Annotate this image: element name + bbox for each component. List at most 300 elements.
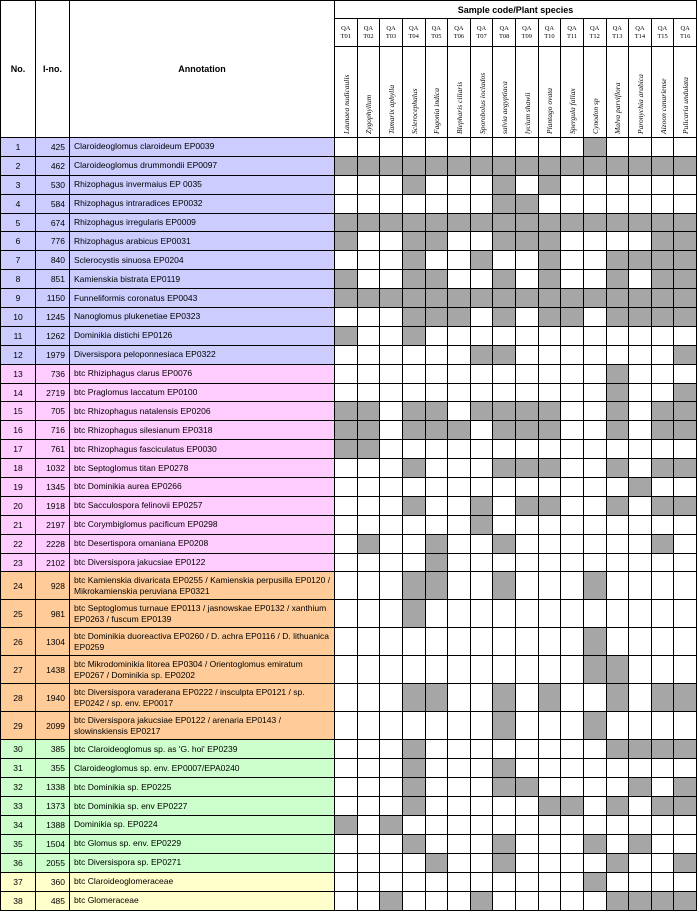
- plant-species-name: salvia aegyptiaca: [500, 81, 510, 134]
- sample-code-cell: [651, 19, 674, 47]
- presence-cell: [561, 872, 584, 891]
- presence-cell: [357, 213, 380, 232]
- presence-cell: [561, 778, 584, 797]
- presence-cell: [380, 326, 403, 345]
- presence-cell: [516, 853, 539, 872]
- presence-cell: [448, 308, 471, 327]
- presence-cell: [606, 778, 629, 797]
- row-ino: 2719: [36, 383, 70, 402]
- presence-cell: [493, 515, 516, 534]
- presence-cell: [583, 213, 606, 232]
- presence-cell: [380, 345, 403, 364]
- presence-cell: [651, 289, 674, 308]
- presence-cell: [425, 194, 448, 213]
- presence-cell: [470, 600, 493, 628]
- presence-cell: [402, 383, 425, 402]
- presence-cell: [402, 834, 425, 853]
- presence-cell: [493, 553, 516, 572]
- row-ino: 1032: [36, 459, 70, 478]
- row-annotation: btc Dominikia sp. EP0225: [70, 778, 335, 797]
- presence-cell: [335, 156, 358, 175]
- presence-cell: [425, 156, 448, 175]
- presence-cell: [402, 156, 425, 175]
- presence-cell: [629, 872, 652, 891]
- row-annotation: Sclerocystis sinuosa EP0204: [70, 251, 335, 270]
- presence-cell: [516, 402, 539, 421]
- presence-cell: [335, 213, 358, 232]
- presence-cell: [561, 712, 584, 740]
- presence-cell: [470, 421, 493, 440]
- presence-cell: [470, 440, 493, 459]
- presence-cell: [493, 194, 516, 213]
- presence-cell: [606, 872, 629, 891]
- presence-cell: [606, 712, 629, 740]
- presence-cell: [425, 213, 448, 232]
- table-row: [1, 816, 697, 835]
- sample-code-cell: [335, 19, 358, 47]
- presence-cell: [651, 213, 674, 232]
- presence-cell: [493, 684, 516, 712]
- presence-cell: [651, 326, 674, 345]
- presence-cell: [674, 684, 697, 712]
- presence-cell: [538, 628, 561, 656]
- presence-cell: [357, 496, 380, 515]
- presence-cell: [335, 778, 358, 797]
- presence-cell: [448, 289, 471, 308]
- presence-cell: [651, 553, 674, 572]
- presence-cell: [380, 816, 403, 835]
- presence-cell: [357, 251, 380, 270]
- presence-cell: [538, 364, 561, 383]
- row-ino: 2102: [36, 553, 70, 572]
- row-annotation: Dominikia sp. EP0224: [70, 816, 335, 835]
- presence-cell: [516, 326, 539, 345]
- presence-cell: [493, 656, 516, 684]
- presence-cell: [448, 251, 471, 270]
- presence-cell: [402, 345, 425, 364]
- presence-cell: [561, 759, 584, 778]
- presence-cell: [629, 496, 652, 515]
- presence-cell: [335, 712, 358, 740]
- presence-cell: [357, 421, 380, 440]
- presence-cell: [448, 628, 471, 656]
- plant-species-name: Blepharis ciliaris: [454, 81, 464, 134]
- presence-cell: [674, 600, 697, 628]
- plant-species-cell: [583, 47, 606, 138]
- presence-cell: [538, 308, 561, 327]
- sample-code: QA T03: [385, 24, 397, 40]
- presence-cell: [674, 534, 697, 553]
- presence-cell: [402, 515, 425, 534]
- presence-cell: [583, 232, 606, 251]
- plant-species-name: Sporobolus ioclados: [477, 72, 487, 134]
- presence-cell: [357, 853, 380, 872]
- presence-cell: [493, 759, 516, 778]
- sample-code: QA T13: [612, 24, 623, 40]
- plant-species-cell: [516, 47, 539, 138]
- presence-cell: [402, 478, 425, 497]
- presence-cell: [629, 712, 652, 740]
- row-ino: 840: [36, 251, 70, 270]
- presence-cell: [674, 364, 697, 383]
- presence-cell: [357, 553, 380, 572]
- presence-cell: [629, 816, 652, 835]
- presence-cell: [493, 534, 516, 553]
- table-row: [1, 440, 697, 459]
- presence-cell: [448, 175, 471, 194]
- plant-species-cell: [561, 47, 584, 138]
- presence-cell: [402, 628, 425, 656]
- presence-cell: [448, 740, 471, 759]
- table-row: [1, 289, 697, 308]
- presence-cell: [425, 289, 448, 308]
- presence-cell: [538, 759, 561, 778]
- row-number: 37: [1, 872, 36, 891]
- presence-cell: [606, 194, 629, 213]
- presence-cell: [493, 853, 516, 872]
- presence-cell: [357, 712, 380, 740]
- presence-cell: [335, 289, 358, 308]
- row-number: 13: [1, 364, 36, 383]
- presence-cell: [674, 345, 697, 364]
- presence-cell: [470, 289, 493, 308]
- presence-cell: [674, 308, 697, 327]
- presence-cell: [448, 440, 471, 459]
- row-ino: 355: [36, 759, 70, 778]
- presence-cell: [651, 740, 674, 759]
- table-row: [1, 308, 697, 327]
- presence-cell: [516, 797, 539, 816]
- row-number: 4: [1, 194, 36, 213]
- table-row: [1, 797, 697, 816]
- presence-cell: [674, 797, 697, 816]
- presence-cell: [583, 478, 606, 497]
- presence-cell: [583, 421, 606, 440]
- presence-cell: [561, 853, 584, 872]
- presence-cell: [335, 138, 358, 157]
- table-row: [1, 496, 697, 515]
- presence-cell: [357, 740, 380, 759]
- presence-cell: [651, 797, 674, 816]
- presence-cell: [380, 853, 403, 872]
- presence-cell: [402, 778, 425, 797]
- presence-cell: [561, 345, 584, 364]
- row-annotation: btc Desertispora omaniana EP0208: [70, 534, 335, 553]
- presence-cell: [335, 872, 358, 891]
- presence-cell: [470, 213, 493, 232]
- plant-species-cell: [538, 47, 561, 138]
- presence-cell: [380, 364, 403, 383]
- row-annotation: btc Glomus sp. env. EP0229: [70, 834, 335, 853]
- presence-cell: [470, 478, 493, 497]
- presence-cell: [516, 834, 539, 853]
- plant-species-name: Zygophyllum: [364, 94, 374, 134]
- row-number: 18: [1, 459, 36, 478]
- presence-cell: [493, 345, 516, 364]
- annotation-header: Annotation: [70, 1, 335, 138]
- plant-species-cell: [448, 47, 471, 138]
- presence-cell: [651, 175, 674, 194]
- presence-cell: [402, 759, 425, 778]
- presence-cell: [538, 232, 561, 251]
- presence-cell: [357, 175, 380, 194]
- table-row: [1, 778, 697, 797]
- presence-cell: [583, 194, 606, 213]
- presence-cell: [380, 834, 403, 853]
- presence-cell: [674, 402, 697, 421]
- presence-cell: [402, 289, 425, 308]
- presence-cell: [606, 816, 629, 835]
- presence-cell: [448, 834, 471, 853]
- sample-code-cell: [357, 19, 380, 47]
- presence-cell: [516, 759, 539, 778]
- presence-cell: [629, 553, 652, 572]
- row-annotation: btc Rhizophagus silesianum EP0318: [70, 421, 335, 440]
- row-ino: 425: [36, 138, 70, 157]
- sample-code-cell: [561, 19, 584, 47]
- presence-cell: [583, 759, 606, 778]
- presence-cell: [335, 478, 358, 497]
- presence-cell: [561, 740, 584, 759]
- plant-species-name: Fagonia indica: [432, 87, 442, 134]
- presence-cell: [583, 138, 606, 157]
- presence-cell: [357, 383, 380, 402]
- presence-cell: [470, 778, 493, 797]
- table-row: [1, 402, 697, 421]
- presence-cell: [629, 213, 652, 232]
- table-row: [1, 628, 697, 656]
- presence-cell: [561, 534, 584, 553]
- presence-cell: [493, 778, 516, 797]
- sample-code-cell: [493, 19, 516, 47]
- row-annotation: btc Dominikia aurea EP0266: [70, 478, 335, 497]
- presence-cell: [448, 572, 471, 600]
- table-row: [1, 251, 697, 270]
- presence-cell: [335, 797, 358, 816]
- presence-cell: [470, 326, 493, 345]
- table-row: [1, 345, 697, 364]
- presence-cell: [606, 383, 629, 402]
- presence-cell: [674, 213, 697, 232]
- presence-cell: [629, 600, 652, 628]
- presence-cell: [674, 138, 697, 157]
- presence-cell: [448, 600, 471, 628]
- presence-cell: [538, 440, 561, 459]
- presence-cell: [561, 600, 584, 628]
- table-row: [1, 459, 697, 478]
- presence-cell: [425, 478, 448, 497]
- presence-cell: [516, 421, 539, 440]
- table-row: [1, 175, 697, 194]
- presence-cell: [470, 553, 493, 572]
- presence-cell: [606, 251, 629, 270]
- presence-cell: [357, 326, 380, 345]
- presence-cell: [470, 797, 493, 816]
- presence-cell: [380, 628, 403, 656]
- sample-code: QA T07: [476, 24, 487, 40]
- presence-cell: [425, 600, 448, 628]
- row-annotation: btc Dominikia duoreactiva EP0260 / D. achra EP0116 / D. lithuanica EP0259: [70, 628, 335, 656]
- presence-cell: [538, 872, 561, 891]
- row-annotation: Funneliformis coronatus EP0043: [70, 289, 335, 308]
- presence-cell: [335, 759, 358, 778]
- presence-cell: [583, 534, 606, 553]
- presence-cell: [402, 459, 425, 478]
- presence-cell: [380, 712, 403, 740]
- table-row: [1, 872, 697, 891]
- presence-cell: [516, 572, 539, 600]
- plant-species-name: Spergula fallax: [568, 88, 578, 134]
- table-row: [1, 553, 697, 572]
- presence-cell: [357, 364, 380, 383]
- presence-cell: [538, 553, 561, 572]
- row-number: 11: [1, 326, 36, 345]
- presence-cell: [651, 440, 674, 459]
- table-row: [1, 232, 697, 251]
- row-ino: 1940: [36, 684, 70, 712]
- row-annotation: btc Sacculospora felinovii EP0257: [70, 496, 335, 515]
- presence-cell: [425, 712, 448, 740]
- presence-cell: [674, 656, 697, 684]
- presence-cell: [425, 778, 448, 797]
- presence-cell: [561, 459, 584, 478]
- sample-code-cell: [425, 19, 448, 47]
- presence-cell: [606, 213, 629, 232]
- presence-cell: [651, 364, 674, 383]
- presence-cell: [674, 816, 697, 835]
- presence-cell: [402, 213, 425, 232]
- presence-cell: [335, 572, 358, 600]
- presence-cell: [493, 156, 516, 175]
- presence-cell: [335, 515, 358, 534]
- presence-cell: [380, 440, 403, 459]
- presence-cell: [583, 740, 606, 759]
- presence-cell: [380, 289, 403, 308]
- plant-species-cell: [402, 47, 425, 138]
- presence-cell: [651, 383, 674, 402]
- presence-cell: [402, 872, 425, 891]
- presence-cell: [629, 326, 652, 345]
- row-number: 38: [1, 891, 36, 910]
- presence-cell: [470, 138, 493, 157]
- presence-cell: [470, 402, 493, 421]
- presence-cell: [629, 740, 652, 759]
- presence-cell: [470, 345, 493, 364]
- row-annotation: btc Rhizophagus fasciculatus EP0030: [70, 440, 335, 459]
- presence-cell: [561, 156, 584, 175]
- presence-cell: [335, 628, 358, 656]
- presence-cell: [583, 684, 606, 712]
- row-ino: 776: [36, 232, 70, 251]
- row-annotation: btc Kamienskia divaricata EP0255 / Kamienskia perpusilla EP0120 / Mikrokamienskia peruviana EP0321: [70, 572, 335, 600]
- row-number: 8: [1, 270, 36, 289]
- presence-cell: [538, 656, 561, 684]
- presence-cell: [448, 496, 471, 515]
- presence-cell: [380, 797, 403, 816]
- presence-cell: [516, 345, 539, 364]
- presence-cell: [538, 515, 561, 534]
- presence-cell: [674, 251, 697, 270]
- presence-cell: [516, 872, 539, 891]
- presence-cell: [493, 213, 516, 232]
- sample-code: QA T14: [634, 24, 646, 40]
- presence-cell: [583, 853, 606, 872]
- sample-code-cell: [380, 19, 403, 47]
- row-number: 20: [1, 496, 36, 515]
- presence-cell: [583, 656, 606, 684]
- presence-cell: [651, 478, 674, 497]
- presence-cell: [583, 496, 606, 515]
- row-annotation: Diversispora peloponnesiaca EP0322: [70, 345, 335, 364]
- row-ino: 674: [36, 213, 70, 232]
- presence-cell: [425, 326, 448, 345]
- row-ino: 1150: [36, 289, 70, 308]
- presence-cell: [380, 156, 403, 175]
- presence-cell: [583, 459, 606, 478]
- presence-cell: [470, 628, 493, 656]
- row-annotation: Claroideoglomus sp. env. EP0007/EPA0240: [70, 759, 335, 778]
- presence-cell: [538, 194, 561, 213]
- presence-cell: [357, 834, 380, 853]
- presence-cell: [380, 515, 403, 534]
- presence-cell: [606, 326, 629, 345]
- presence-cell: [583, 834, 606, 853]
- presence-cell: [561, 175, 584, 194]
- presence-cell: [651, 232, 674, 251]
- row-ino: 1388: [36, 816, 70, 835]
- presence-cell: [425, 853, 448, 872]
- sample-code: QA T16: [679, 24, 691, 40]
- table-row: [1, 684, 697, 712]
- row-ino: 1262: [36, 326, 70, 345]
- plant-species-cell: [629, 47, 652, 138]
- presence-cell: [493, 459, 516, 478]
- presence-cell: [335, 656, 358, 684]
- presence-cell: [561, 270, 584, 289]
- presence-cell: [335, 308, 358, 327]
- presence-cell: [606, 138, 629, 157]
- presence-cell: [606, 600, 629, 628]
- row-ino: 2055: [36, 853, 70, 872]
- table-row: [1, 421, 697, 440]
- presence-cell: [493, 251, 516, 270]
- presence-cell: [674, 421, 697, 440]
- presence-cell: [470, 459, 493, 478]
- presence-cell: [402, 440, 425, 459]
- row-ino: 385: [36, 740, 70, 759]
- presence-cell: [606, 656, 629, 684]
- presence-cell: [425, 553, 448, 572]
- row-number: 29: [1, 712, 36, 740]
- presence-cell: [357, 872, 380, 891]
- ino-header: I-no.: [36, 1, 70, 138]
- presence-cell: [493, 402, 516, 421]
- plant-species-cell: [651, 47, 674, 138]
- row-number: 23: [1, 553, 36, 572]
- table-header: [1, 1, 697, 138]
- presence-cell: [651, 194, 674, 213]
- presence-cell: [606, 834, 629, 853]
- presence-cell: [674, 553, 697, 572]
- presence-cell: [448, 712, 471, 740]
- row-number: 24: [1, 572, 36, 600]
- presence-cell: [380, 251, 403, 270]
- row-annotation: btc Septoglomus titan EP0278: [70, 459, 335, 478]
- presence-cell: [448, 326, 471, 345]
- presence-cell: [606, 759, 629, 778]
- presence-cell: [493, 289, 516, 308]
- presence-cell: [516, 712, 539, 740]
